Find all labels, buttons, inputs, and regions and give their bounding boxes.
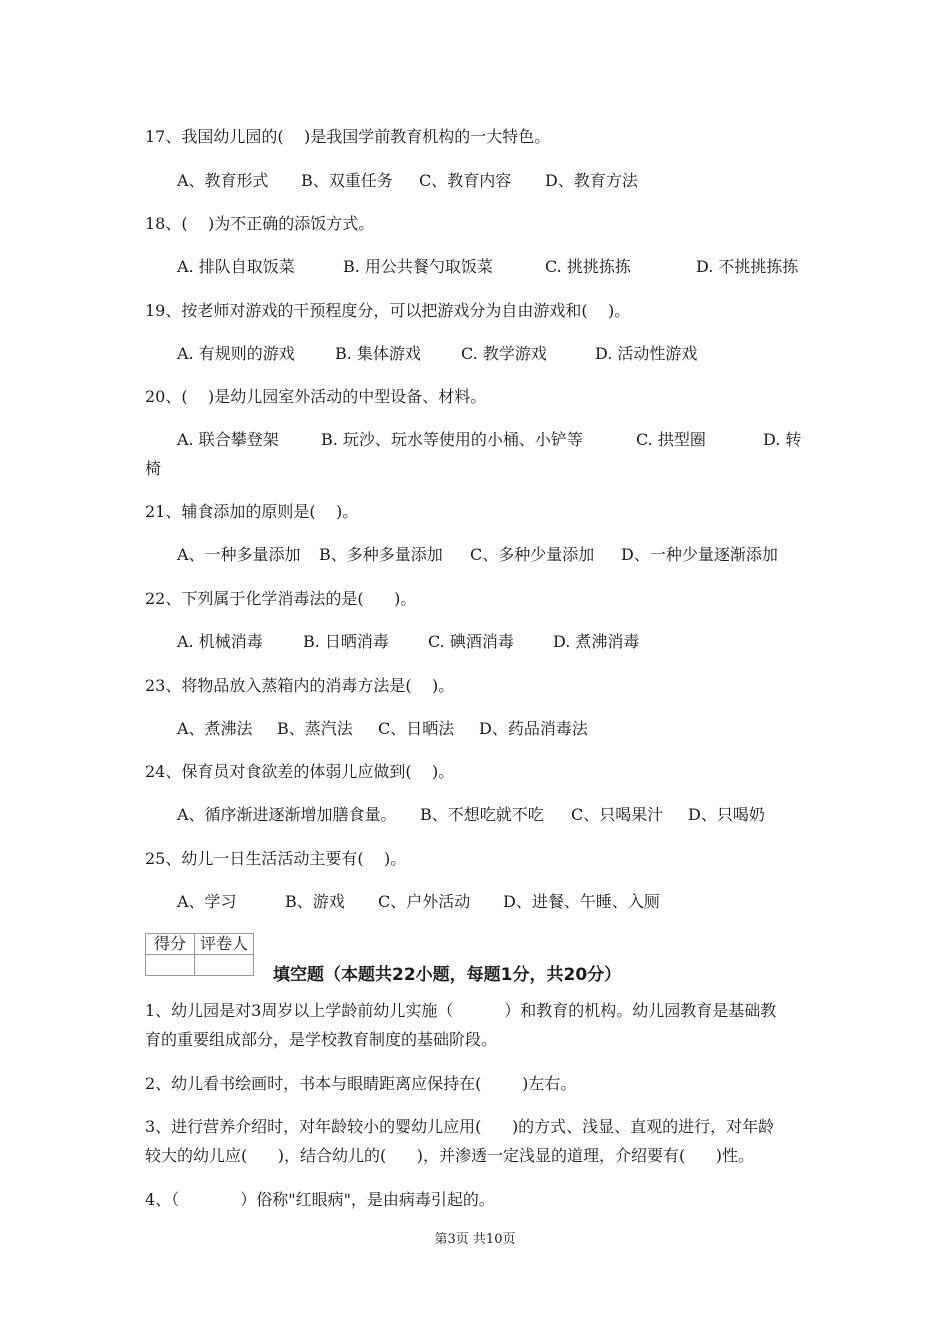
q22-option-a: A. 机械消毒 (177, 632, 263, 651)
q22-option-c: C. 碘酒消毒 (428, 632, 514, 651)
question-20-stem: 20、( )是幼儿园室外活动的中型设备、材料。 (145, 387, 487, 406)
q23-option-c: C、日晒法 (378, 719, 455, 738)
question-23-stem: 23、将物品放入蒸箱内的消毒方法是( )。 (145, 676, 455, 695)
q24-option-a: A、循序渐进逐渐增加膳食量。 (177, 805, 397, 824)
q21-option-c: C、多种少量添加 (470, 545, 595, 564)
q19-option-d: D. 活动性游戏 (595, 344, 698, 363)
q18-option-c: C. 挑挑拣拣 (545, 257, 631, 276)
q25-option-c: C、户外活动 (378, 892, 471, 911)
q22-option-d: D. 煮沸消毒 (553, 632, 640, 651)
q17-option-c: C、教育内容 (419, 171, 512, 190)
grader-label: 评卷人 (195, 934, 254, 955)
question-19-stem: 19、按老师对游戏的干预程度分，可以把游戏分为自由游戏和( )。 (145, 301, 631, 320)
q18-option-a: A. 排队自取饭菜 (177, 257, 295, 276)
question-22-stem: 22、下列属于化学消毒法的是( )。 (145, 589, 417, 608)
q25-option-a: A、学习 (177, 892, 237, 911)
q21-option-b: B、多种多量添加 (319, 545, 443, 564)
q17-option-a: A、教育形式 (177, 171, 269, 190)
fill-in-1-line-2: 育的重要组成部分，是学校教育制度的基础阶段。 (145, 1030, 498, 1049)
q17-option-d: D、教育方法 (545, 171, 638, 190)
question-17-stem: 17、我国幼儿园的( )是我国学前教育机构的一大特色。 (145, 127, 551, 146)
fill-in-3-line-2: 较大的幼儿应( )，结合幼儿的( )，并渗透一定浅显的道理，介绍要有( )性。 (145, 1146, 755, 1165)
page-footer: 第3页 共10页 (434, 1232, 516, 1247)
q20-option-a: A. 联合攀登架 (177, 430, 279, 449)
q20-option-c: C. 拱型圈 (636, 430, 706, 449)
fill-in-1-line-1: 1、幼儿园是对3周岁以上学龄前幼儿实施（ ）和教育的机构。幼儿园教育是基础教 (145, 1001, 777, 1020)
grader-cell[interactable] (195, 955, 254, 976)
score-label: 得分 (146, 934, 195, 955)
question-24-stem: 24、保育员对食欲差的体弱儿应做到( )。 (145, 762, 455, 781)
q23-option-a: A、煮沸法 (177, 719, 253, 738)
q20-option-b: B. 玩沙、玩水等使用的小桶、小铲等 (321, 430, 583, 449)
score-table (145, 933, 254, 976)
q18-option-b: B. 用公共餐勺取饭菜 (343, 257, 493, 276)
q25-option-b: B、游戏 (285, 892, 345, 911)
q25-option-d: D、进餐、午睡、入厕 (503, 892, 660, 911)
q23-option-d: D、药品消毒法 (479, 719, 588, 738)
q19-option-c: C. 教学游戏 (461, 344, 547, 363)
q21-option-d: D、一种少量逐渐添加 (621, 545, 778, 564)
score-cell[interactable] (146, 955, 195, 976)
q17-option-b: B、双重任务 (301, 171, 393, 190)
fill-in-2: 2、幼儿看书绘画时，书本与眼睛距离应保持在( )左右。 (145, 1074, 577, 1093)
q24-option-b: B、不想吃就不吃 (420, 805, 544, 824)
q18-option-d: D. 不挑挑拣拣 (696, 257, 799, 276)
q22-option-b: B. 日晒消毒 (303, 632, 389, 651)
q24-option-c: C、只喝果汁 (571, 805, 664, 824)
fill-in-3-line-1: 3、进行营养介绍时，对年龄较小的婴幼儿应用( )的方式、浅显、直观的进行，对年龄 (145, 1117, 775, 1136)
q24-option-d: D、只喝奶 (688, 805, 765, 824)
question-21-stem: 21、辅食添加的原则是( )。 (145, 502, 359, 521)
q19-option-b: B. 集体游戏 (335, 344, 421, 363)
question-18-stem: 18、( )为不正确的添饭方式。 (145, 214, 375, 233)
section-title: 填空题（本题共22小题，每题1分，共20分） (273, 965, 622, 985)
q19-option-a: A. 有规则的游戏 (177, 344, 295, 363)
q20-option-d-wrap: 椅 (145, 459, 162, 478)
fill-in-4: 4、（ ）俗称"红眼病"，是由病毒引起的。 (145, 1190, 495, 1209)
q20-option-d: D. 转 (763, 430, 802, 449)
q23-option-b: B、蒸汽法 (277, 719, 353, 738)
q21-option-a: A、一种多量添加 (177, 545, 301, 564)
question-25-stem: 25、幼儿一日生活活动主要有( )。 (145, 849, 407, 868)
